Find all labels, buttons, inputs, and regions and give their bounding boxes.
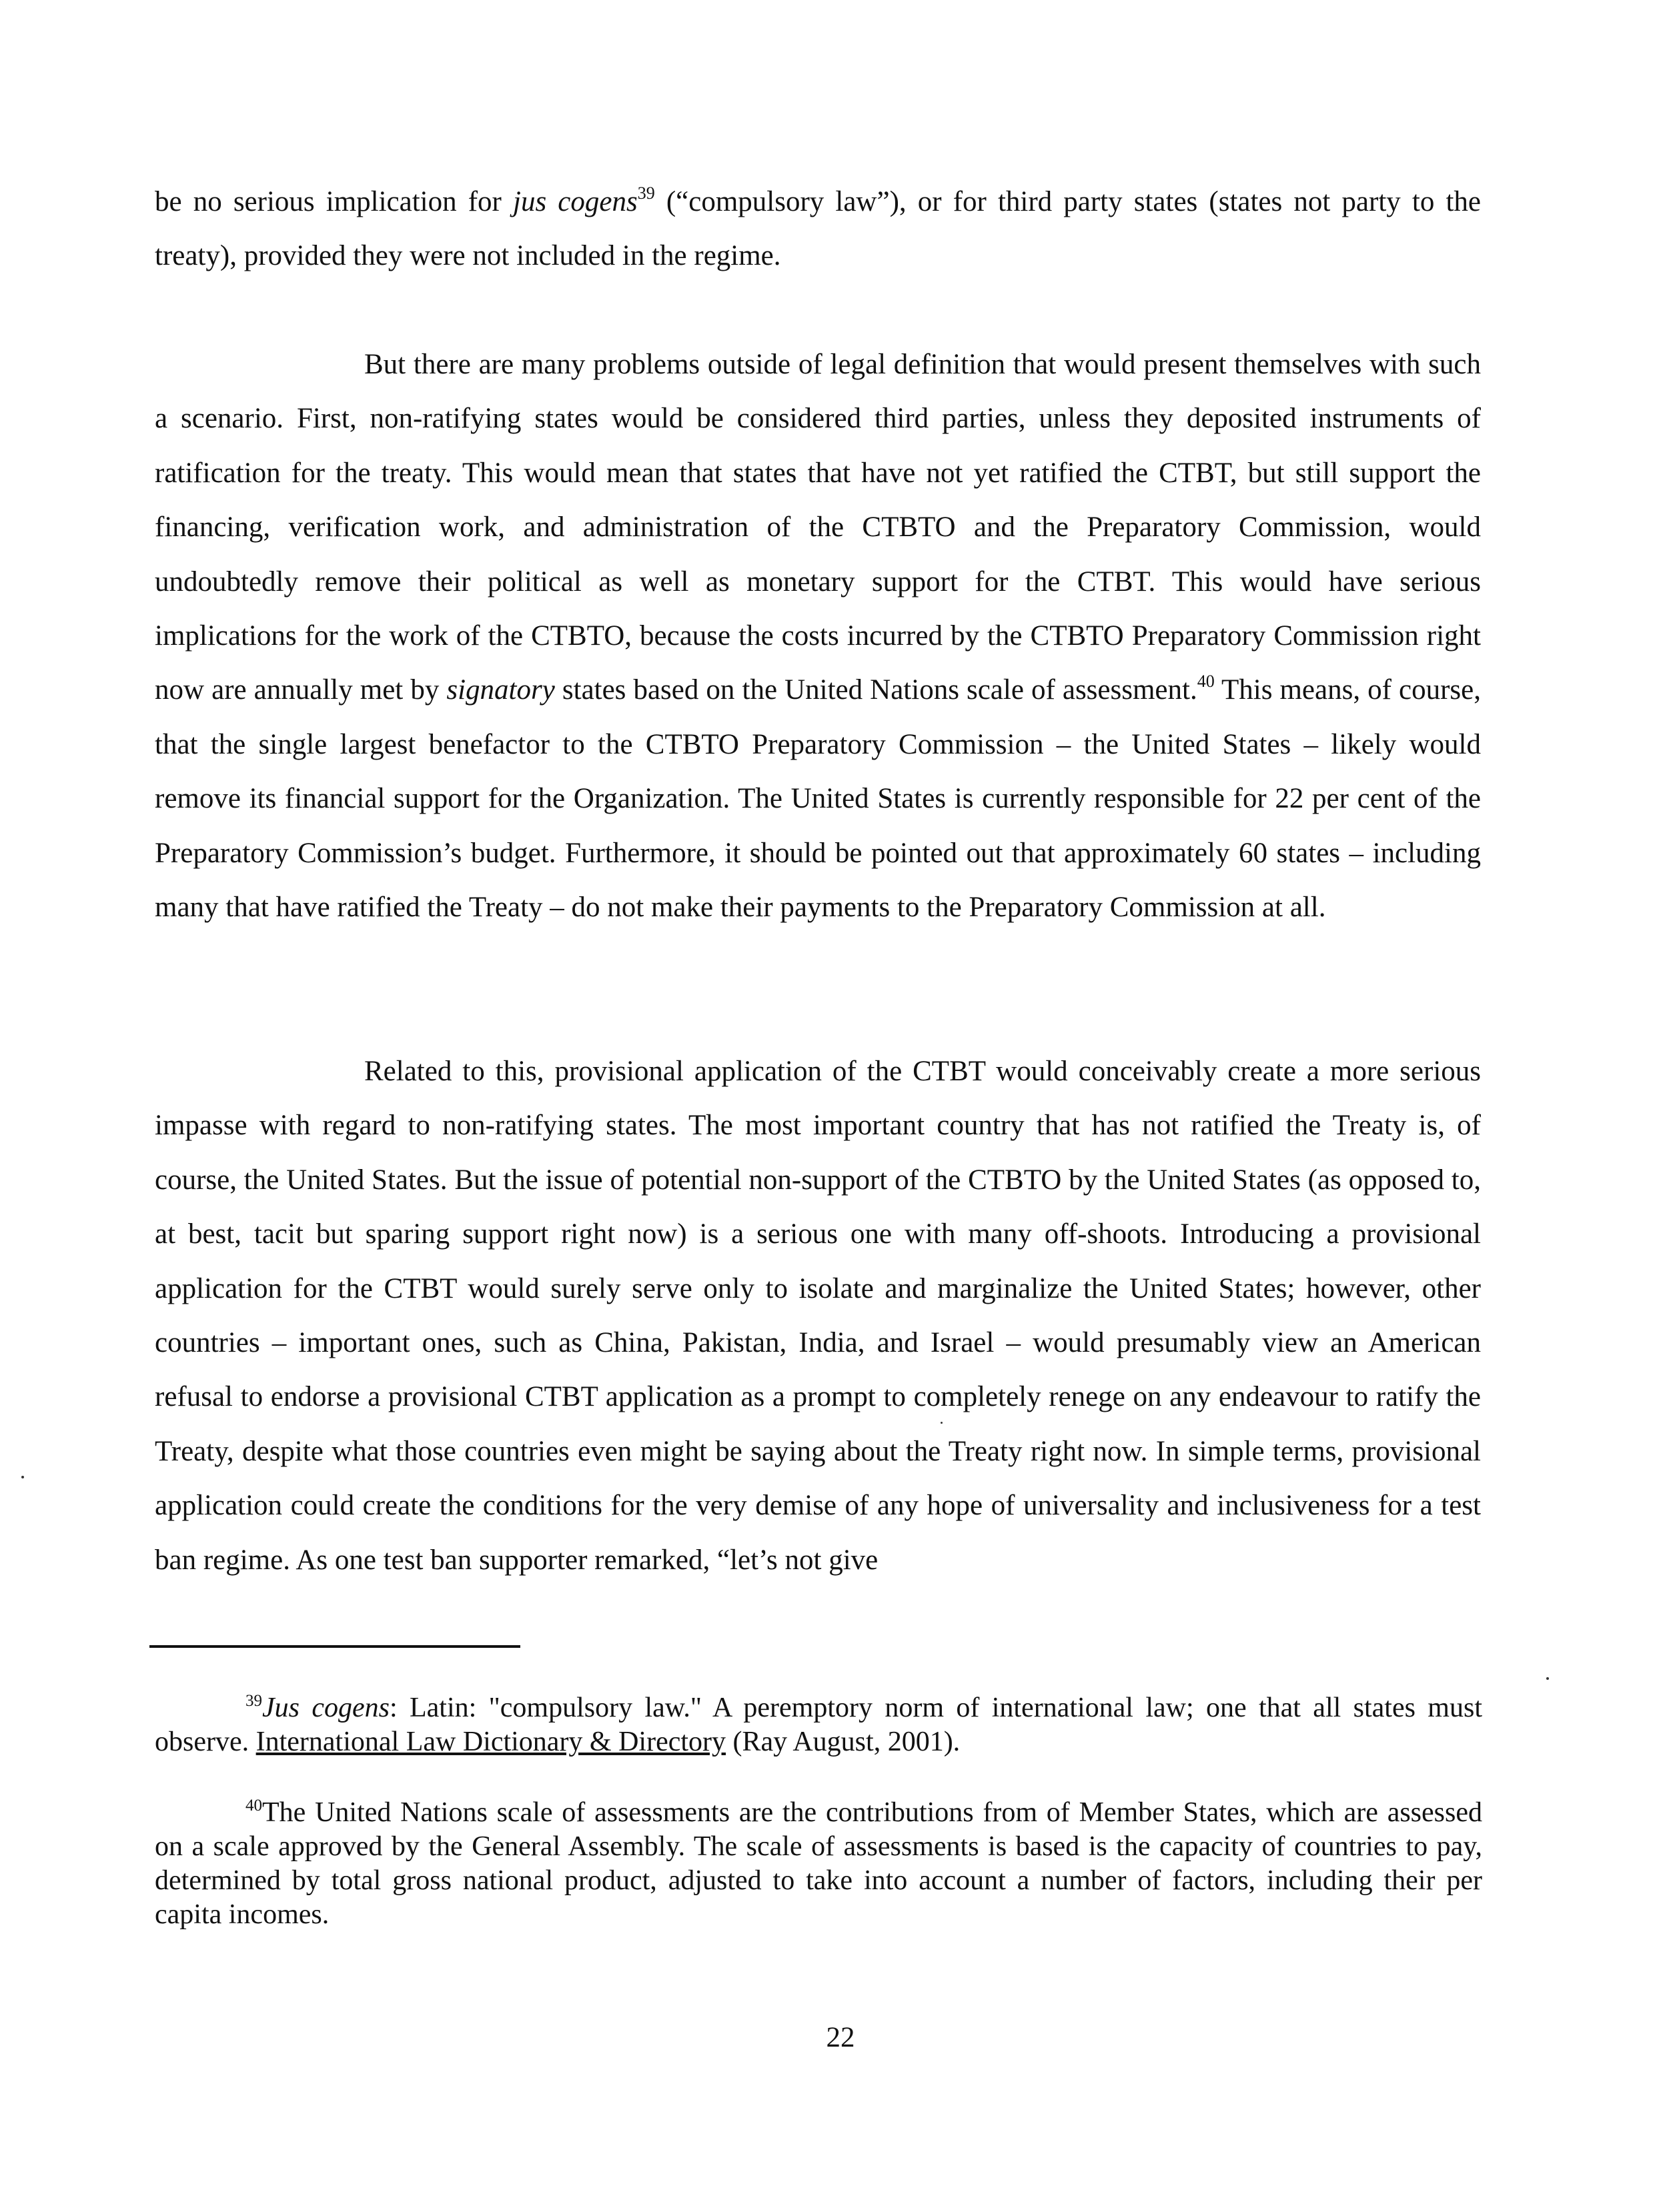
paragraph-2-text-end: This means, of course, that the single largest benefactor to the CTBTO Preparatory Commission – the United States – likely would remove its financial support for the Organization. The United States is currently responsible for 22 per cent of the Preparatory Commission’s budget. Furthermore, it should be pointed out that approximately 60 states – including many that have ratified the Treaty – do not make their payments to the Preparatory Commission at all.: [155, 674, 1481, 924]
footnote-40-text: The United Nations scale of assessments are the contributions from of Member States, which are assessed on a scale approved by the General Assembly. The scale of assessments is based is the capacity of countries to pay, determined by total gross national product, adjusted to take into account a number of factors, including their per capita incomes.: [155, 1797, 1482, 1930]
paragraph-2-text-start: But there are many problems outside of legal definition that would present themselves with such a scenario. First, non-ratifying states would be considered third parties, unless they deposited instruments of ratification for the treaty. This would mean that states that have not yet ratified the CTBT, but still support the financing, verification work, and administration of the CTBTO and the Preparatory Commission, would undoubtedly remove their political as well as monetary support for the CTBT. This would have serious implications for the work of the CTBTO, because the costs incurred by the CTBTO Preparatory Commission right now are annually met by: [155, 349, 1481, 706]
footnote-39-source-title: International Law Dictionary & Directory: [255, 1727, 726, 1757]
footnote-39-number: 39: [245, 1692, 262, 1710]
page-number: 22: [826, 2022, 855, 2053]
paragraph-1-text-end: (“compulsory law”), or for third party states (states not party to the treaty), provided they were not included in the regime.: [155, 186, 1481, 272]
scan-speck: [1546, 1677, 1549, 1680]
footnote-40: [155, 1796, 1482, 1932]
footnote-39-citation: (Ray August, 2001).: [726, 1727, 961, 1757]
signatory-term: signatory: [446, 674, 555, 706]
footnote-39-text: : Latin: "compulsory law." A peremptory norm of international law; one that all states must observe.: [155, 1693, 1482, 1757]
paragraph-1-text-start: be no serious implication for: [155, 186, 513, 217]
footnote-divider: [149, 1645, 520, 1648]
footnote-ref-40[interactable]: 40: [1197, 672, 1215, 692]
paragraph-3-text: Related to this, provisional application of the CTBT would conceivably create a more serious impasse with regard to non-ratifying states. The most important country that has not ratified the Treaty is, of course, the United States. But the issue of potential non-support of the CTBTO by the United States (as opposed to, at best, tacit but sparing support right now) is a serious one with many off-shoots. Introducing a provisional application for the CTBT would surely serve only to isolate and marginalize the United States; however, other countries – important ones, such as China, Pakistan, India, and Israel – would presumably view an American refusal to endorse a provisional CTBT application as a prompt to completely renege on any endeavour to ratify the Treaty, despite what those countries even might be saying about the Treaty right now. In simple terms, provisional application could create the conditions for the very demise of any hope of universality and inclusiveness for a test ban regime. As one test ban supporter remarked, “let’s not give: [155, 1056, 1481, 1576]
footnote-39-term: Jus cogens: [262, 1693, 390, 1723]
paragraph-3: [155, 1044, 1481, 1587]
scan-speck: [21, 1476, 24, 1478]
paragraph-2: [155, 337, 1481, 934]
footnote-39: [155, 1691, 1482, 1759]
footnote-ref-39[interactable]: 39: [637, 183, 655, 203]
scan-speck: [941, 1422, 943, 1424]
paragraph-1: [155, 175, 1481, 283]
paragraph-2-text-middle: states based on the United Nations scale of assessment.: [554, 674, 1197, 706]
jus-cogens-term: jus cogens: [513, 186, 638, 217]
footnote-40-number: 40: [245, 1797, 262, 1815]
